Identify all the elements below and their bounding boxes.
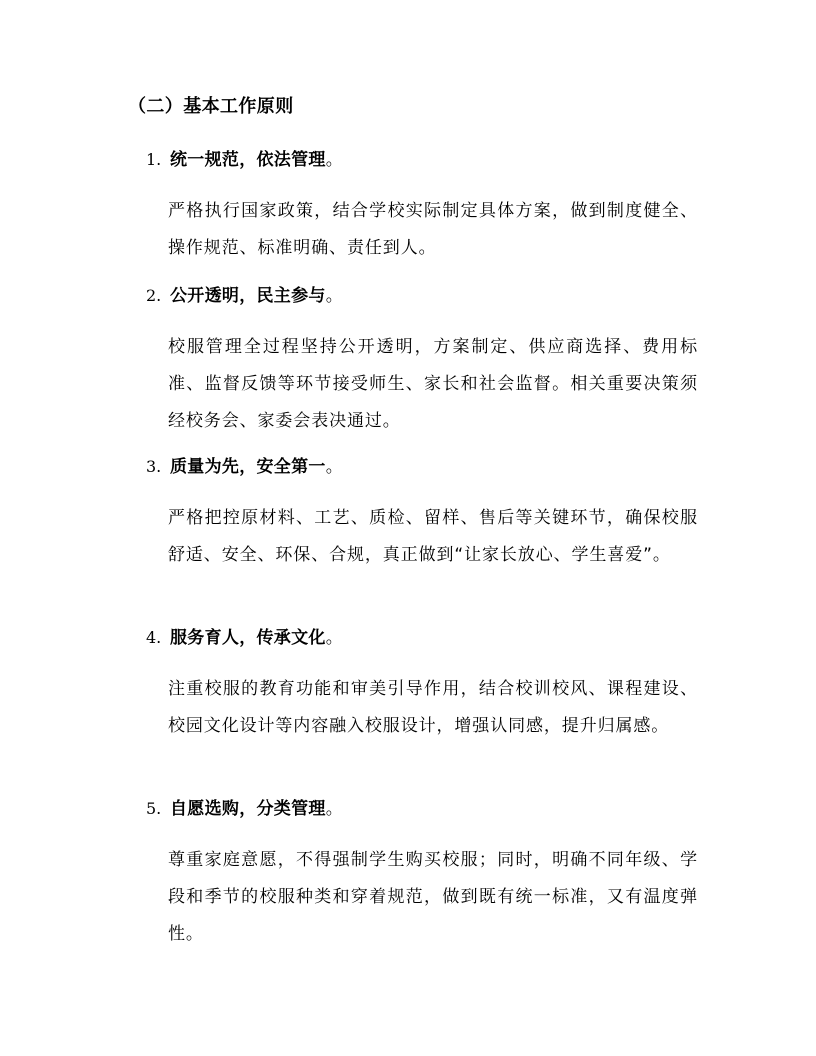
principle-title-end: 。 [325,457,343,477]
principle-heading [146,796,343,822]
principle-number: 4. [146,628,162,647]
principle-title: 公开透明，民主参与 [170,286,326,306]
principle-title: 质量为先，安全第一 [170,457,326,477]
section-heading: （二）基本工作原则 [128,96,294,117]
principle-title-end: 。 [325,628,343,648]
principle-heading [146,454,343,480]
principle-body: 注重校服的教育功能和审美引导作用，结合校训校风、课程建设、校园文化设计等内容融入校服设计，增强认同感，提升归属感。 [168,679,698,736]
principle-number: 2. [146,286,162,305]
principle-heading [146,625,343,651]
principle-body: 严格执行国家政策，结合学校实际制定具体方案，做到制度健全、操作规范、标准明确、责任到人。 [168,201,698,258]
principle-body: 尊重家庭意愿，不得强制学生购买校服；同时，明确不同年级、学段和季节的校服种类和穿着规范，做到既有统一标准，又有温度弹性。 [168,850,698,944]
principle-heading [146,147,343,173]
principle-title-end: 。 [325,799,343,819]
principle-body: 校服管理全过程坚持公开透明，方案制定、供应商选择、费用标准、监督反馈等环节接受师生、家长和社会监督。相关重要决策须经校务会、家委会表决通过。 [168,337,698,431]
principle-number: 5. [146,799,162,818]
principle-body: 严格把控原材料、工艺、质检、留样、售后等关键环节，确保校服舒适、安全、环保、合规，真正做到“让家长放心、学生喜爱”。 [168,508,698,565]
principle-number: 1. [146,150,162,169]
principle-title: 自愿选购，分类管理 [170,799,326,819]
principle-heading [146,283,343,309]
principle-title: 统一规范，依法管理 [170,150,326,170]
principle-number: 3. [146,457,162,476]
principle-title-end: 。 [325,150,343,170]
principle-title-end: 。 [325,286,343,306]
principle-title: 服务育人，传承文化 [170,628,326,648]
